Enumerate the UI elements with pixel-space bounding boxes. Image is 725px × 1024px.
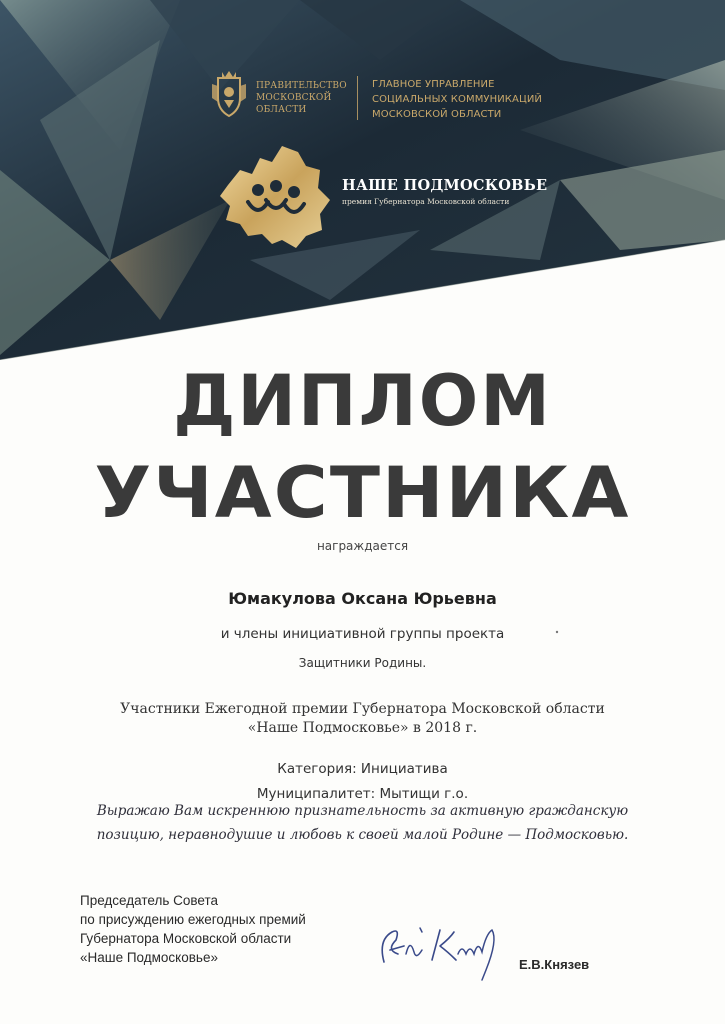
government-line: ОБЛАСТИ	[256, 105, 307, 115]
handwritten-signature	[370, 910, 510, 985]
gratitude-line1: Выражаю Вам искреннюю признательность за активную гражданскую	[96, 803, 629, 819]
participants-line1: Участники Ежегодной премии Губернатора Московской области	[120, 701, 605, 717]
government-line: МОСКОВСКОЙ	[256, 93, 332, 103]
department-line: МОСКОВСКОЙ ОБЛАСТИ	[372, 109, 502, 120]
chairman-title-line: Губернатора Московской области	[80, 931, 292, 946]
project-name: Защитники Родины.	[298, 656, 427, 670]
diploma-title-line1: ДИПЛОМ	[173, 360, 552, 442]
chairman-title-line: по присуждению ежегодных премий	[80, 912, 306, 927]
moscow-region-map-logo-icon	[210, 140, 335, 250]
gratitude-line2: позицию, неравнодушие и любовь к своей малой Родине — Подмосковью.	[96, 827, 629, 843]
chairman-title-line: Председатель Совета	[80, 893, 218, 908]
recipient-name: Юмакулова Оксана Юрьевна	[228, 589, 497, 608]
department-line: ГЛАВНОЕ УПРАВЛЕНИЕ	[372, 79, 495, 90]
awarded-label: награждается	[316, 539, 409, 553]
members-text: и члены инициативной группы проекта	[220, 626, 505, 642]
chairman-title-line: «Наше Подмосковье»	[80, 950, 218, 965]
participants-line2: «Наше Подмосковье» в 2018 г.	[247, 720, 478, 736]
prize-title: НАШЕ ПОДМОСКОВЬЕ	[342, 177, 548, 194]
municipality-text: Муниципалитет: Мытищи г.о.	[256, 786, 469, 802]
government-label	[256, 80, 356, 116]
prize-subtitle: премия Губернатора Московской области	[342, 197, 510, 206]
header-divider	[357, 76, 358, 120]
signer-name: Е.В.Князев	[519, 957, 590, 972]
department-line: СОЦИАЛЬНЫХ КОММУНИКАЦИЙ	[372, 94, 542, 105]
chairman-title	[80, 891, 380, 967]
department-label	[372, 77, 572, 122]
diploma-title-line2: УЧАСТНИКА	[94, 452, 631, 534]
paper-speck	[554, 630, 560, 634]
government-line: ПРАВИТЕЛЬСТВО	[256, 81, 347, 91]
category-text: Категория: Инициатива	[277, 761, 448, 777]
moscow-oblast-crest-icon	[210, 68, 248, 118]
